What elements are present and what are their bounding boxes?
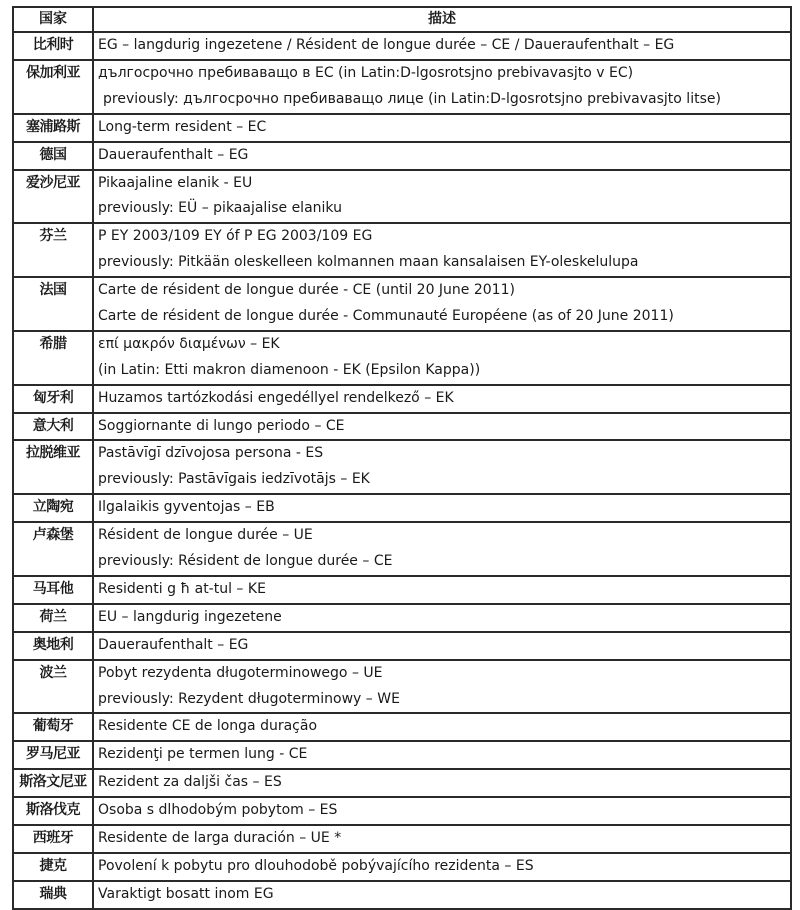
- table-row: [13, 522, 791, 576]
- country-cell: 保加利亚: [13, 60, 93, 114]
- description-line: Pobyt rezydenta długoterminowego – UE: [98, 664, 383, 681]
- table-row: [13, 114, 791, 142]
- description-line: Pikaajaline elanik - EU: [98, 174, 253, 191]
- residence-permit-table: [12, 6, 792, 910]
- country-cell: 荷兰: [13, 604, 93, 632]
- description-cell: [93, 853, 791, 881]
- description-line: дългосрочно пребиваващо в ЕС (in Latin:D-lgosrotsjno prebivavasjto v EC): [98, 64, 634, 81]
- description-line: EU – langdurig ingezetene: [98, 608, 282, 625]
- description-cell: [93, 604, 791, 632]
- table-row: [13, 32, 791, 60]
- table-row: [13, 660, 791, 714]
- country-cell: 罗马尼亚: [13, 741, 93, 769]
- table-row: [13, 170, 791, 224]
- table-row: [13, 632, 791, 660]
- country-cell: 马耳他: [13, 576, 93, 604]
- description-cell: [93, 440, 791, 494]
- description-line: Long-term resident – EC: [98, 118, 267, 135]
- description-line: Daueraufenthalt – EG: [98, 636, 249, 653]
- table-row: [13, 576, 791, 604]
- description-cell: [93, 825, 791, 853]
- description-line: Residenti g ħ at-tul – KE: [98, 580, 266, 597]
- country-cell: 意大利: [13, 413, 93, 441]
- description-cell: [93, 331, 791, 385]
- country-cell: 希腊: [13, 331, 93, 385]
- country-cell: 奥地利: [13, 632, 93, 660]
- table-row: [13, 223, 791, 277]
- description-line: previously: дългосрочно пребиваващо лице (in Latin:D-lgosrotsjno prebivavasjto litse): [103, 90, 721, 107]
- description-cell: [93, 741, 791, 769]
- country-cell: 瑞典: [13, 881, 93, 909]
- description-line: Osoba s dlhodobým pobytom – ES: [98, 802, 338, 819]
- table-row: [13, 440, 791, 494]
- table-row: [13, 604, 791, 632]
- country-cell: 葡萄牙: [13, 713, 93, 741]
- description-cell: [93, 713, 791, 741]
- country-cell: 波兰: [13, 660, 93, 714]
- country-cell: 卢森堡: [13, 522, 93, 576]
- description-cell: [93, 142, 791, 170]
- country-cell: 西班牙: [13, 825, 93, 853]
- description-line: Soggiornante di lungo periodo – CE: [98, 417, 345, 434]
- description-line: previously: Résident de longue durée – CE: [98, 553, 393, 570]
- description-cell: [93, 660, 791, 714]
- country-cell: 比利时: [13, 32, 93, 60]
- table-row: [13, 797, 791, 825]
- country-cell: 德国: [13, 142, 93, 170]
- table-row: [13, 713, 791, 741]
- description-line: επί μακρόν διαμένων – ΕΚ: [98, 335, 280, 352]
- country-cell: 法国: [13, 277, 93, 331]
- country-cell: 爱沙尼亚: [13, 170, 93, 224]
- description-cell: [93, 576, 791, 604]
- description-line: P EY 2003/109 EY óf P EG 2003/109 EG: [98, 228, 373, 245]
- country-cell: 匈牙利: [13, 385, 93, 413]
- description-line: (in Latin: Etti makron diamenoon - EK (Epsilon Kappa)): [98, 361, 481, 378]
- description-cell: [93, 769, 791, 797]
- country-cell: 斯洛伐克: [13, 797, 93, 825]
- description-line: Varaktigt bosatt inom EG: [98, 885, 274, 902]
- description-cell: [93, 797, 791, 825]
- description-line: Pastāvīgī dzīvojosa persona - ES: [98, 445, 324, 462]
- description-line: Rezidenţi pe termen lung - CE: [98, 746, 308, 763]
- description-line: Daueraufenthalt – EG: [98, 146, 249, 163]
- country-cell: 斯洛文尼亚: [13, 769, 93, 797]
- description-line: Povolení k pobytu pro dlouhodobě pobývajícího rezidenta – ES: [98, 857, 534, 874]
- description-line: Carte de résident de longue durée - CE (until 20 June 2011): [98, 282, 515, 299]
- description-line: Carte de résident de longue durée - Communauté Européene (as of 20 June 2011): [98, 307, 674, 324]
- description-cell: [93, 413, 791, 441]
- header-country: 国家: [13, 7, 93, 32]
- table-row: [13, 494, 791, 522]
- country-cell: 立陶宛: [13, 494, 93, 522]
- description-line: Résident de longue durée – UE: [98, 527, 313, 544]
- description-cell: [93, 223, 791, 277]
- header-row: [13, 7, 791, 32]
- table-row: [13, 142, 791, 170]
- description-line: Huzamos tartózkodási engedéllyel rendelkező – EK: [98, 389, 454, 406]
- description-cell: [93, 632, 791, 660]
- description-line: previously: EÜ – pikaajalise elaniku: [98, 200, 342, 217]
- description-line: previously: Pastāvīgais iedzīvotājs – EK: [98, 471, 370, 488]
- description-line: previously: Pitkään oleskelleen kolmannen maan kansalaisen EY-oleskelulupa: [98, 254, 639, 271]
- table-row: [13, 853, 791, 881]
- table-row: [13, 825, 791, 853]
- table-row: [13, 385, 791, 413]
- table-row: [13, 277, 791, 331]
- table-body: [13, 32, 791, 909]
- description-cell: [93, 385, 791, 413]
- description-cell: [93, 32, 791, 60]
- country-cell: 捷克: [13, 853, 93, 881]
- description-line: EG – langdurig ingezetene / Résident de longue durée – CE / Daueraufenthalt – EG: [98, 37, 675, 53]
- table-row: [13, 331, 791, 385]
- description-line: Residente de larga duración – UE *: [98, 830, 342, 847]
- description-line: Ilgalaikis gyventojas – EB: [98, 499, 275, 516]
- header-description: 描述: [93, 7, 791, 32]
- description-cell: [93, 522, 791, 576]
- description-cell: [93, 114, 791, 142]
- description-line: previously: Rezydent długoterminowy – WE: [98, 690, 400, 707]
- country-cell: 塞浦路斯: [13, 114, 93, 142]
- table-row: [13, 60, 791, 114]
- description-cell: [93, 170, 791, 224]
- description-cell: [93, 277, 791, 331]
- country-cell: 拉脱维亚: [13, 440, 93, 494]
- table-row: [13, 769, 791, 797]
- description-line: Residente CE de longa duração: [98, 718, 318, 735]
- table-row: [13, 413, 791, 441]
- description-cell: [93, 60, 791, 114]
- table-row: [13, 741, 791, 769]
- description-cell: [93, 494, 791, 522]
- description-line: Rezident za daljši čas – ES: [98, 774, 282, 791]
- country-cell: 芬兰: [13, 223, 93, 277]
